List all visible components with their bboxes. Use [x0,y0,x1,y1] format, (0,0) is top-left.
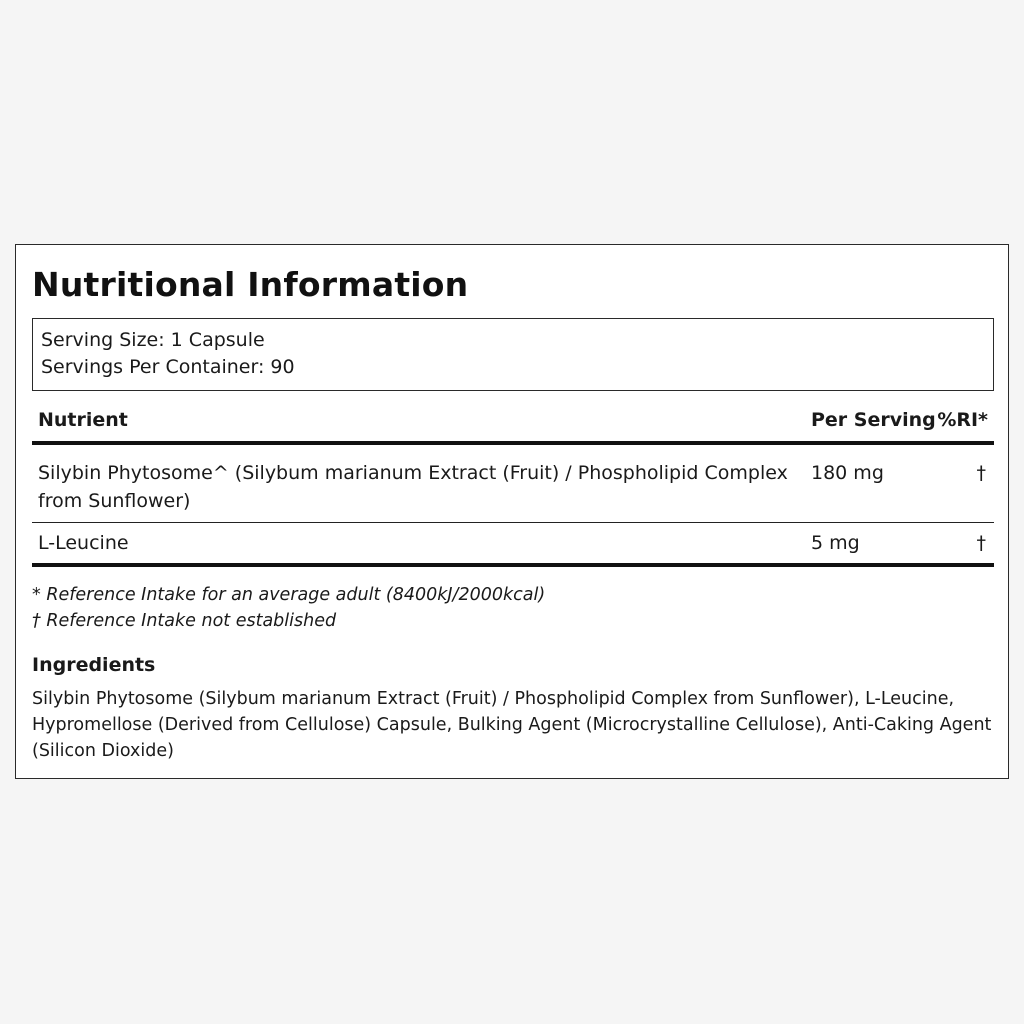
serving-info-box [32,318,994,391]
table-header [32,405,994,445]
table-row [32,445,994,523]
ingredients-heading: Ingredients [32,654,156,676]
servings-per-container: Servings Per Container: 90 [41,356,295,378]
label-title: Nutritional Information [32,265,469,304]
header-ri: %RI* [937,409,988,431]
nutrient-amount: 5 mg [811,532,860,554]
serving-size: Serving Size: 1 Capsule [41,329,265,351]
nutrition-label [15,244,1009,779]
footnote-not-established: † Reference Intake not established [32,611,337,631]
footnote-reference-intake: * Reference Intake for an average adult (8400kJ/2000kcal) [32,585,546,605]
header-per-serving: Per Serving [811,409,936,431]
nutrient-table [32,405,994,567]
nutrient-ri: † [976,532,986,554]
footnotes [32,582,545,634]
ingredients-list: Silybin Phytosome (Silybum marianum Extract (Fruit) / Phospholipid Complex from Sunflower), L-Leucine, Hypromellose (Derived from Cellulose) Capsule, Bulking Agent (Microcrystalline Cellulose), Anti-Caking Agent (Silicon Dioxide) [32,689,992,761]
header-nutrient: Nutrient [38,409,128,431]
nutrient-name: L-Leucine [38,532,129,554]
nutrient-name: Silybin Phytosome^ (Silybum marianum Extract (Fruit) / Phospholipid Complex from Sunflower) [38,462,788,512]
nutrient-ri: † [976,462,986,484]
table-row [32,523,994,567]
nutrient-amount: 180 mg [811,462,884,484]
